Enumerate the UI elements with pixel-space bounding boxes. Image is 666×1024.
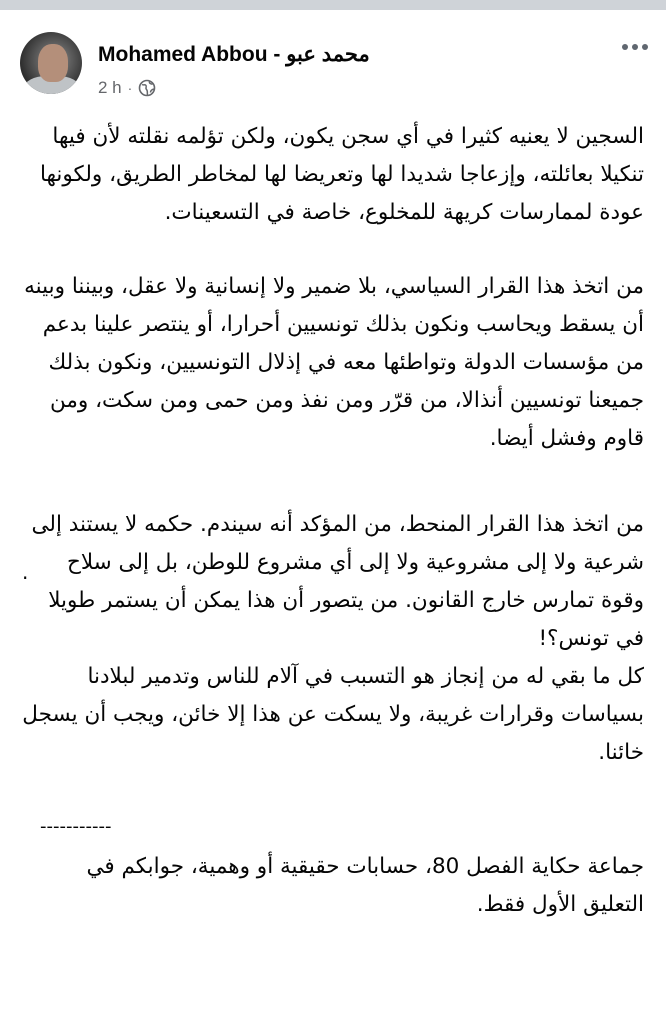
- post-body: [0, 118, 666, 924]
- author-name[interactable]: Mohamed Abbou - محمد عبو: [98, 43, 370, 66]
- top-bar: [0, 0, 666, 10]
- globe-icon[interactable]: [138, 79, 156, 97]
- post-paragraph: من اتخذ هذا القرار المنحط، من المؤكد أنه سيندم. حكمه لا يستند إلى شرعية ولا إلى مشروعية ولا إلى أي مشروع للوطن، بل إلى سلاح وقوة تمارس خارج القانون. من يتصور أن هذا يمكن أن يستمر طويلا في تونس؟!: [31, 512, 644, 651]
- post-paragraph: السجين لا يعنيه كثيرا في أي سجن يكون، ولكن تؤلمه نقلته لأن فيها تنكيلا بعائلته، وإزعاجا شديدا لها وتعريضا لها لمخاطر الطريق، ولكونها عودة لممارسات كريهة للمخلوع، خاصة في التسعينات.: [39, 124, 644, 225]
- meta-separator: ·: [127, 80, 133, 96]
- stray-dot: .: [22, 560, 29, 584]
- post-paragraph: من اتخذ هذا القرار السياسي، بلا ضمير ولا إنسانية ولا عقل، وبيننا وبينه أن يسقط ويحاسب ونكون بذلك تونسيين أحرارا، أو ينتصر علينا بدعم من مؤسسات الدولة وتواطئها معه في إذلال التونسيين، ونكون بذلك جميعنا تونسيين أنذالا، من قرّر ومن نفذ ومن حمى ومن سكت، ومن قاوم وفشل أيضا.: [24, 274, 644, 451]
- more-options-icon[interactable]: [622, 44, 648, 50]
- post-meta: [98, 78, 156, 98]
- post-paragraph: كل ما بقي له من إنجاز هو التسبب في آلام للناس وتدمير لبلادنا بسياسات وقرارات غريبة، ولا يسكت عن هذا إلا خائن، ويجب أن يسجل خائنا.: [22, 664, 644, 765]
- text-divider: -----------: [40, 816, 112, 837]
- post-time[interactable]: 2 h: [98, 78, 122, 97]
- post-header: [0, 10, 666, 102]
- avatar-face: [38, 44, 68, 82]
- avatar[interactable]: [20, 32, 82, 94]
- post-paragraph: جماعة حكاية الفصل 80، حسابات حقيقية أو وهمية، جوابكم في التعليق الأول فقط.: [86, 854, 644, 917]
